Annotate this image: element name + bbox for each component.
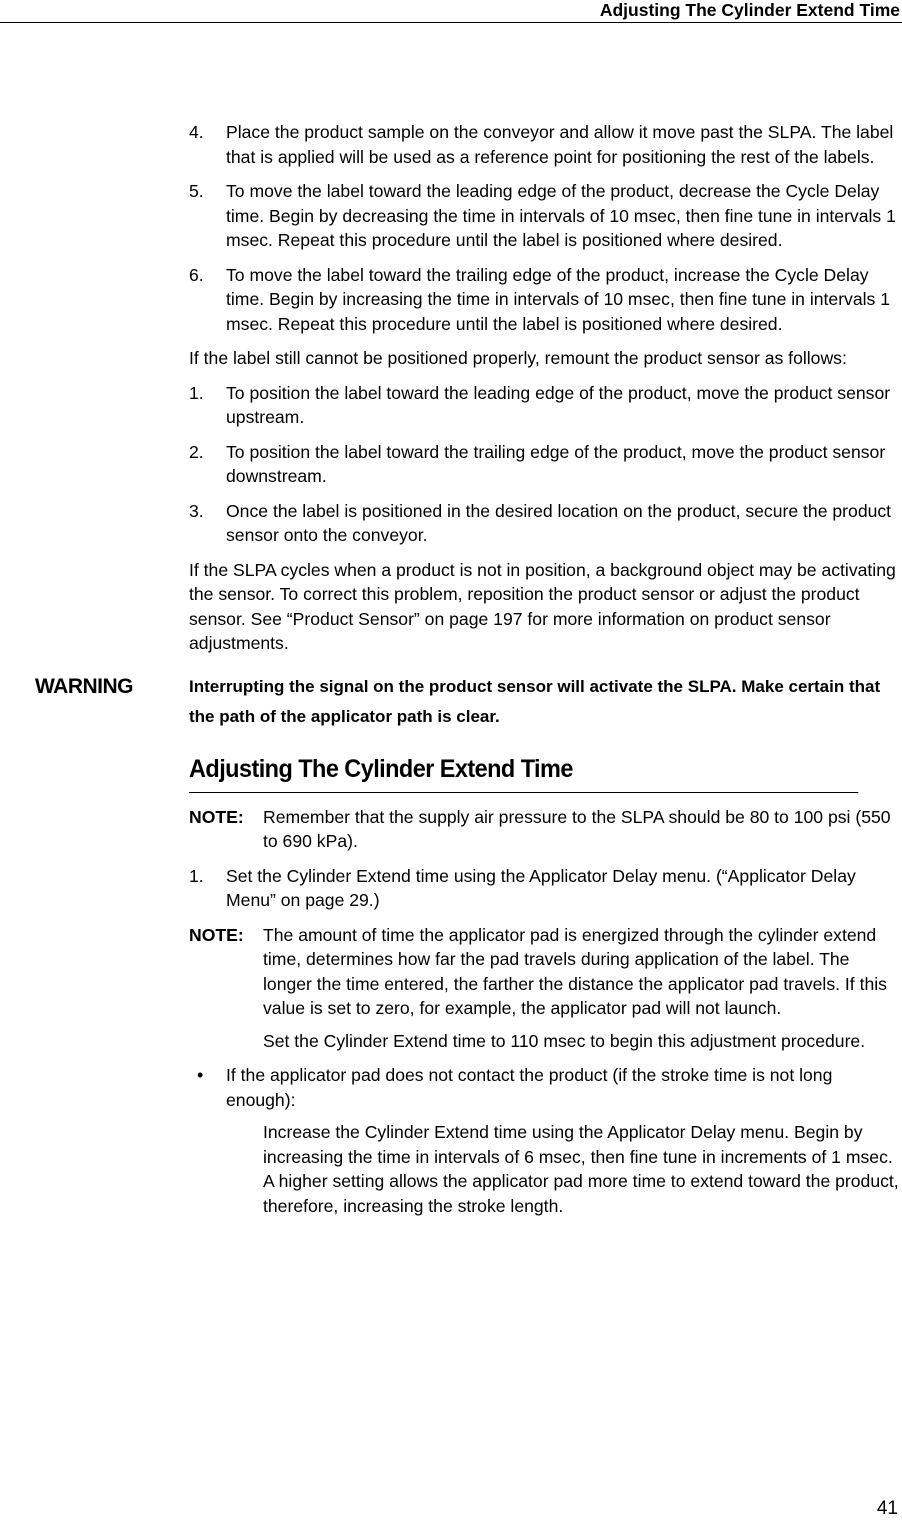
- list-item: [189, 179, 901, 253]
- note-label: NOTE:: [189, 924, 244, 945]
- list-item: [189, 499, 901, 548]
- list-item-text: To move the label toward the trailing edge of the product, increase the Cycle Delay time. Begin by increasing the time in intervals of 10 msec, then fine tune in intervals 1 msec. Repeat this procedure until the label is positioned where desired.: [226, 264, 891, 334]
- note-text: The amount of time the applicator pad is energized through the cylinder extend time, determines how far the pad travels during application of the label. The longer the time entered, the farther the distance the applicator pad travels. If this value is set to zero, for example, the applicator pad will not launch.: [263, 924, 887, 1018]
- warning-block: [35, 672, 901, 732]
- paragraph-cycles: If the SLPA cycles when a product is not in position, a background object may be activating the sensor. To correct this problem, reposition the product sensor or adjust the product sensor. See “Product Sensor” on page 197 for more information on product sensor adjustments.: [189, 559, 896, 653]
- paragraph-remount: If the label still cannot be positioned properly, remount the product sensor as follows:: [189, 348, 847, 368]
- section-heading: Adjusting The Cylinder Extend Time: [189, 750, 858, 793]
- bullet-item: [189, 1063, 901, 1112]
- list-item: [189, 120, 901, 169]
- note-label: NOTE:: [189, 806, 244, 827]
- list-item-number: 1.: [189, 865, 204, 886]
- list-item-number: 1.: [189, 382, 204, 403]
- bullet-detail: Increase the Cylinder Extend time using the Applicator Delay menu. Begin by increasing the time in intervals of 6 msec, then fine tune in increments of 1 msec. A higher setting allows the applicator pad more time to extend toward the product, therefore, increasing the stroke length.: [263, 1122, 899, 1216]
- list-item-number: 6.: [189, 264, 204, 285]
- list-item: [189, 381, 901, 430]
- note-block: [189, 923, 901, 1054]
- list-item-text: To position the label toward the trailing edge of the product, move the product sensor downstream.: [226, 441, 886, 486]
- running-header: [0, 0, 902, 23]
- list-item-text: To position the label toward the leading edge of the product, move the product sensor upstream.: [226, 382, 891, 427]
- bullet-icon: •: [197, 1065, 204, 1085]
- list-item: [189, 440, 901, 489]
- list-item: [189, 864, 901, 913]
- list-item-number: 4.: [189, 122, 204, 142]
- running-header-title: Adjusting The Cylinder Extend Time: [599, 0, 900, 20]
- list-item-text: Set the Cylinder Extend time using the Applicator Delay menu. (“Applicator Delay Menu” on page 29.): [226, 865, 856, 910]
- page-content: [35, 120, 901, 1228]
- note-text: Remember that the supply air pressure to the SLPA should be 80 to 100 psi (550 to 690 kPa).: [263, 806, 891, 851]
- list-item-text: To move the label toward the leading edge of the product, decrease the Cycle Delay time. Begin by decreasing the time in intervals of 10 msec, then fine tune in intervals 1 msec. Repeat this procedure until the label is positioned where desired.: [226, 181, 896, 250]
- bullet-text: If the applicator pad does not contact the product (if the stroke time is not long enough):: [226, 1065, 833, 1110]
- warning-label: WARNING: [35, 674, 133, 698]
- list-item-number: 5.: [189, 181, 204, 201]
- list-item-text: Once the label is positioned in the desired location on the product, secure the product sensor onto the conveyor.: [226, 500, 892, 545]
- note-continuation: Set the Cylinder Extend time to 110 msec to begin this adjustment procedure.: [263, 1030, 866, 1051]
- warning-text: Interrupting the signal on the product sensor will activate the SLPA. Make certain that the path of the applicator path is clear.: [189, 676, 881, 726]
- list-item-number: 3.: [189, 500, 204, 521]
- page-number: 41: [876, 1498, 898, 1519]
- list-item: [189, 263, 901, 337]
- list-item-number: 2.: [189, 441, 204, 462]
- list-item-text: Place the product sample on the conveyor and allow it move past the SLPA. The label that is applied will be used as a reference point for positioning the rest of the labels.: [226, 122, 894, 167]
- note-block: [189, 805, 901, 854]
